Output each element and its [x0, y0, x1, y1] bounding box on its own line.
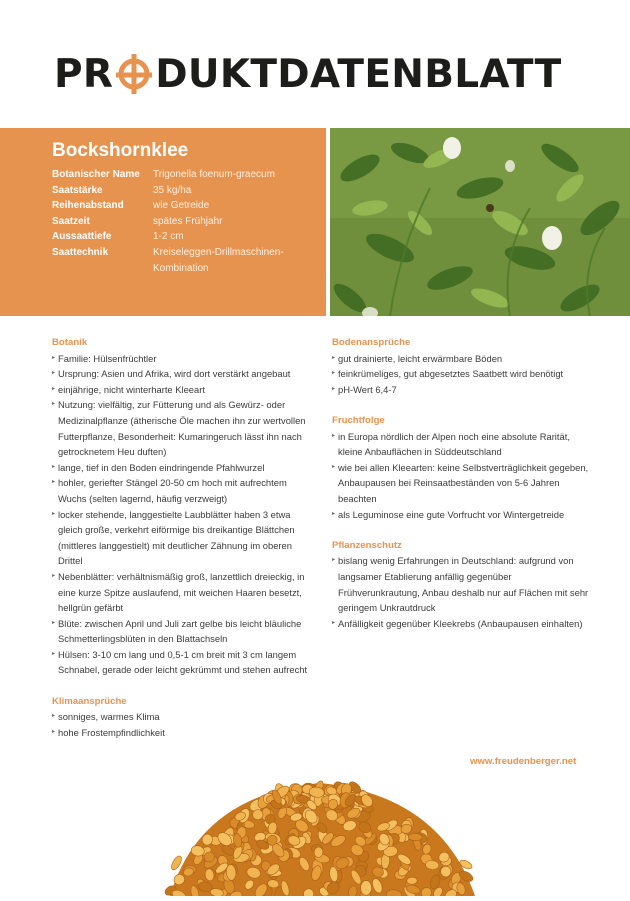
spec-label: Saattechnik	[52, 246, 109, 258]
spec-row	[52, 245, 322, 276]
spec-label: Saatstärke	[52, 184, 103, 196]
list-item: ▸ gut drainierte, leicht erwärmbare Böden	[332, 351, 594, 367]
spec-value: Kreiseleggen-Drillmaschinen-Kombination	[153, 246, 284, 274]
seed	[360, 881, 371, 896]
spec-table	[52, 167, 322, 276]
title-part-1: PR	[54, 51, 114, 97]
list-item: ▸ Familie: Hülsenfrüchtler	[52, 351, 317, 367]
list-item: ▸ hohe Frostempfindlichkeit	[52, 725, 317, 741]
list-item: ▸ sonniges, warmes Klima	[52, 709, 317, 725]
list-item: ▸ lange, tief in den Boden eindringende Pfahlwurzel	[52, 460, 317, 476]
list-item: ▸ pH-Wert 6,4-7	[332, 382, 594, 398]
list-item: ▸ Hülsen: 3-10 cm lang und 0,5-1 cm breit mit 3 cm langem Schnabel, gerade oder leicht gekrümmt und stehen aufrecht	[52, 647, 317, 678]
boden-list	[332, 351, 594, 398]
pflanzenschutz-list	[332, 553, 594, 631]
list-item: ▸ Nebenblätter: verhältnismäßig groß, lanzettlich dreieckig, in eine kurze Spitze auslaufend, mit weichen Haaren besetzt, hellgrün gefärbt	[52, 569, 317, 616]
list-item: ▸ bislang wenig Erfahrungen in Deutschland: aufgrund von langsamer Etablierung anfällig gegenüber Frühverunkrautung, Anbau deshalb nur auf Flächen mit sehr geringem Unkrautdruck	[332, 553, 594, 615]
seed	[408, 833, 422, 840]
spec-value: wie Getreide	[153, 200, 210, 212]
spec-row	[52, 198, 322, 214]
section-heading-fruchtfolge: Fruchtfolge	[332, 414, 385, 426]
list-item: ▸ Blüte: zwischen April und Juli zart gelbe bis leicht bläuliche Schmetterlingsblüten in den Blattachseln	[52, 616, 317, 647]
spec-value: Trigonella foenum-graecum	[153, 169, 275, 180]
page-title	[54, 50, 562, 98]
list-item: ▸ Ursprung: Asien und Afrika, wird dort verstärkt angebaut	[52, 366, 317, 382]
spec-label: Saatzeit	[52, 215, 90, 227]
list-item: ▸ locker stehende, langgestielte Laubblätter haben 3 etwa gleich große, verkehrt eiförmige bis dreikantige Blättchen (mittleres langgestielt) mit deutlicher Zähnung im oberen Drittel	[52, 507, 317, 569]
section-heading-klima: Klimaansprüche	[52, 695, 127, 707]
list-item: ▸ einjährige, nicht winterharte Kleeart	[52, 382, 317, 398]
product-name: Bockshornklee	[52, 140, 189, 161]
spec-value: 1-2 cm	[153, 231, 184, 243]
list-item: ▸ in Europa nördlich der Alpen noch eine absolute Rarität, kleine Anbauflächen in Süddeutschland	[332, 429, 594, 460]
right-column	[332, 335, 594, 631]
compass-crosshair-logo-icon	[114, 54, 154, 94]
list-item: ▸ Anfälligkeit gegenüber Kleekrebs (Anbaupausen einhalten)	[332, 616, 594, 632]
section-heading-botanik: Botanik	[52, 337, 88, 348]
spec-value: 35 kg/ha	[153, 184, 192, 196]
spec-row	[52, 167, 322, 183]
spec-value: spätes Frühjahr	[153, 215, 223, 227]
spec-row	[52, 214, 322, 230]
list-item: ▸ hohler, geriefter Stängel 20-50 cm hoch mit aufrechtem Wuchs (selten lagernd, häufig verzweigt)	[52, 475, 317, 506]
title-part-2: DUKTDATENBLATT	[155, 51, 562, 97]
website-link[interactable]: www.freudenberger.net	[470, 756, 577, 767]
klima-list	[52, 709, 317, 740]
spec-row	[52, 229, 322, 245]
list-item: ▸ als Leguminose eine gute Vorfrucht vor Wintergetreide	[332, 507, 594, 523]
list-item: ▸ Nutzung: vielfältig, zur Fütterung und als Gewürz- oder Medizinalpflanze (ätherische Öle machen ihn zur wertvollen Futterpflanze, Besonderheit: Kumaringeruch lässt ihn nach getrocknetem Heu duften)	[52, 397, 317, 459]
spec-row	[52, 183, 322, 199]
seeds-photo	[130, 775, 510, 896]
list-item: ▸ feinkrümeliges, gut abgesetztes Saatbett wird benötigt	[332, 366, 594, 382]
spec-label: Reihenabstand	[52, 200, 124, 212]
list-item: ▸ wie bei allen Kleearten: keine Selbstverträglichkeit gegeben, Anbaupausen bei Reinsaatbeständen von 5-6 Jahren beachten	[332, 460, 594, 507]
botanik-list	[52, 351, 317, 678]
plant-photo	[330, 128, 630, 316]
spec-label: Botanischer Name	[52, 169, 140, 180]
left-column	[52, 335, 317, 740]
section-heading-pflanzenschutz: Pflanzenschutz	[332, 539, 402, 551]
seed	[407, 877, 418, 885]
fruchtfolge-list	[332, 429, 594, 523]
section-heading-boden: Bodenansprüche	[332, 337, 411, 348]
spec-label: Aussaattiefe	[52, 231, 112, 243]
